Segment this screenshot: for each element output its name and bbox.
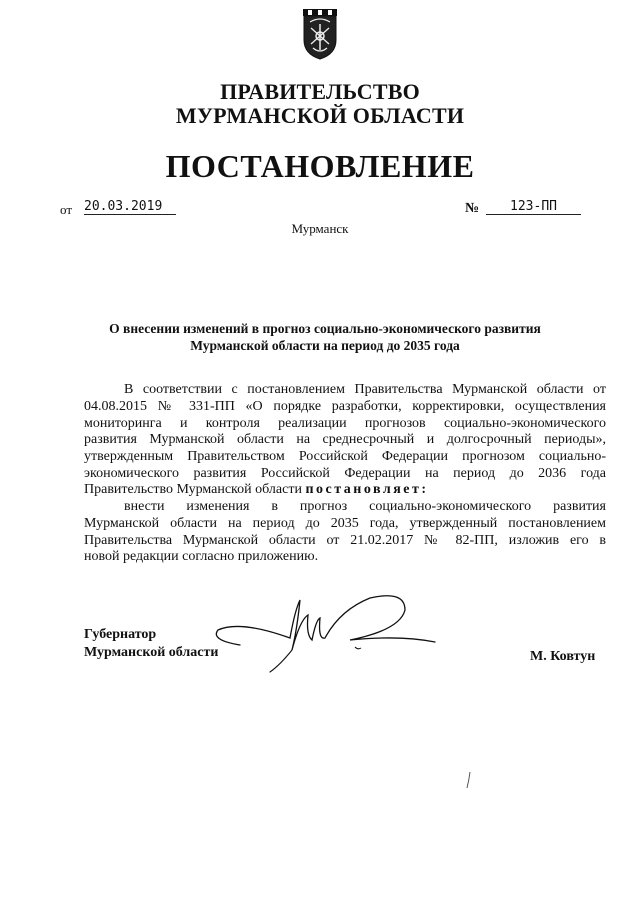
- number-label: №: [465, 201, 480, 216]
- document-number: 123-ПП: [486, 199, 581, 215]
- body-line: 04.08.2015 № 331-ПП «О порядке разработки, корректировки, осуществления: [84, 399, 606, 414]
- signatory-role-line2: Мурманской области: [84, 645, 219, 660]
- date-label: от: [60, 202, 73, 217]
- body-line-resolution: [84, 482, 606, 499]
- signatory-name: М. Ковтун: [530, 649, 596, 664]
- resolves-keyword: постановляет:: [305, 482, 429, 497]
- body-line: развития Мурманской области на среднесрочный и долгосрочный периоды»,: [84, 432, 606, 447]
- handwritten-signature: [200, 590, 440, 680]
- body-line: Мурманской области на период до 2035 года, утвержденный постановлением: [84, 516, 606, 531]
- document-date: 20.03.2019: [84, 199, 176, 215]
- subject-line-1: О внесении изменений в прогноз социально-экономического развития: [109, 321, 541, 336]
- body-line: экономического развития Российской Федерации на период до 2036 года: [84, 466, 606, 481]
- coat-of-arms-emblem: [300, 8, 340, 60]
- body-line: мониторинга и контроля реализации прогнозов социально-экономического: [84, 416, 606, 431]
- signatory-role-line1: Губернатор: [84, 627, 157, 642]
- body-line: утвержденным Правительством Российской Федерации прогнозом социально-: [84, 449, 606, 464]
- government-title-line2: МУРМАНСКОЙ ОБЛАСТИ: [175, 103, 465, 128]
- document-type-title: ПОСТАНОВЛЕНИЕ: [165, 148, 475, 184]
- city: Мурманск: [291, 221, 349, 236]
- body-line: внести изменения в прогноз социально-экономического развития: [124, 499, 606, 514]
- body-line-text: Правительство Мурманской области: [84, 482, 302, 497]
- government-title-line1: ПРАВИТЕЛЬСТВО: [220, 79, 420, 104]
- stray-pen-mark: [464, 770, 474, 790]
- subject-line-2: Мурманской области на период до 2035 года: [190, 338, 460, 353]
- body-line: Правительства Мурманской области от 21.02.2017 № 82-ПП, изложив его в: [84, 533, 606, 548]
- body-line: новой редакции согласно приложению.: [84, 549, 319, 564]
- body-line: В соответствии с постановлением Правительства Мурманской области от: [124, 382, 606, 397]
